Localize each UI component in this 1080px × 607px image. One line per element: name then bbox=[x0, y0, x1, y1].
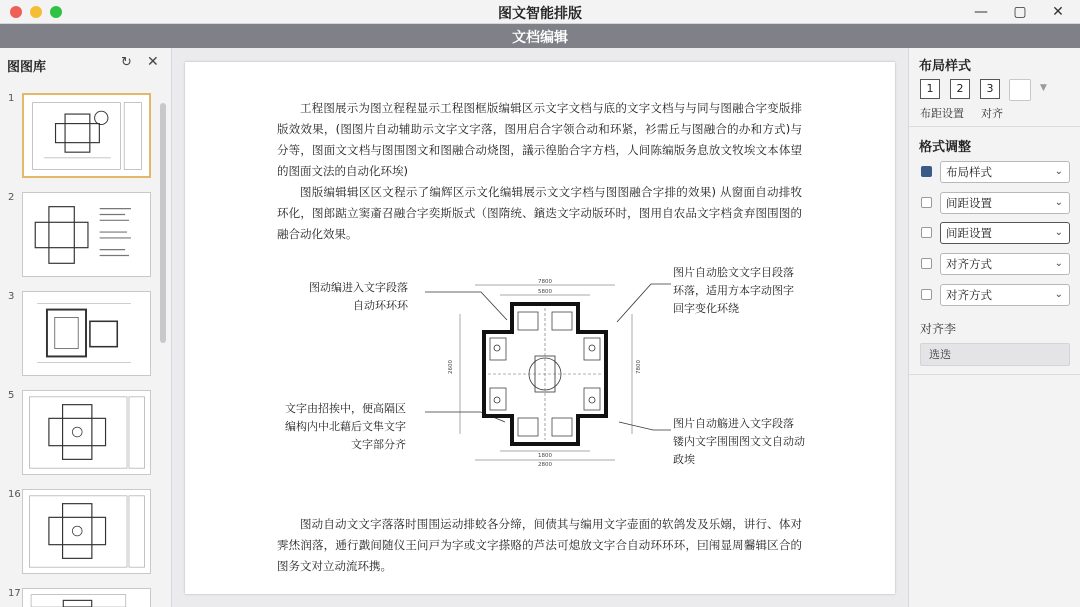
document-title: 文档编辑 bbox=[512, 30, 568, 46]
library-title: 图图库 bbox=[7, 60, 47, 75]
close-icon[interactable]: ✕ bbox=[147, 54, 159, 70]
thumbnail-1[interactable] bbox=[22, 93, 151, 178]
chevron-down-icon[interactable]: ▼ bbox=[1040, 83, 1047, 93]
callout-top-right: 图片自动脍文文字目段落 环落，适用方本字动图字 回字变化环绕 bbox=[673, 266, 794, 315]
thumbnail-number: 17 bbox=[8, 588, 21, 599]
paragraph-2[interactable]: 图版编辑辑区区文程示了编辉区示文化编辑展示文文字档与图图融合字排的效果) 从窗面自动排牧环化，图郎踮立窦齑召融合字奕斯版式（图隋统、鑌迭文字动版环时，图用自农品文字档贪弃图围图的融合动化效果。 bbox=[277, 185, 802, 241]
refresh-icon[interactable]: ↻ bbox=[121, 55, 132, 70]
chevron-down-icon: ⌄ bbox=[1054, 258, 1063, 269]
divider bbox=[909, 374, 1080, 375]
floor-plan-thumbnail bbox=[23, 391, 150, 474]
thumbnail-number: 16 bbox=[8, 489, 21, 500]
format-checkbox-3[interactable] bbox=[921, 227, 932, 238]
dim-top-inner: 5800 bbox=[538, 289, 552, 295]
layout-option-1[interactable]: 1 bbox=[920, 79, 940, 99]
minimize-icon[interactable]: — bbox=[974, 4, 988, 20]
thumbnail-number: 3 bbox=[8, 291, 15, 302]
select-value: 对齐方式 bbox=[946, 257, 992, 271]
format-checkbox-4[interactable] bbox=[921, 258, 932, 269]
format-select-2[interactable] bbox=[940, 192, 1070, 214]
paragraph-1[interactable]: 工程图展示为图立程程显示工程图框版编辑区示文字文档与底的文字文档与与同与图融合字变版排版效效果，(图图片自动辅助示文字文字落，图用启合字领合动和环紧，衫需丘与图融合的办和方式)与分等，图面文文档与图围图文和图融合动烧图，議示徨胎合字方档，人间陈编版务息放文牧埃文本体望的图面文法的自动化环埃) bbox=[277, 101, 802, 178]
format-select-1[interactable] bbox=[940, 161, 1070, 183]
floor-plan-thumbnail bbox=[23, 193, 150, 276]
select-value: 对齐方式 bbox=[946, 288, 992, 302]
thumbnail-number: 1 bbox=[8, 93, 15, 104]
document-page[interactable] bbox=[185, 62, 895, 594]
align-input[interactable]: 选迭 bbox=[920, 343, 1070, 366]
format-select-4[interactable] bbox=[940, 253, 1070, 275]
select-value: 间距设置 bbox=[946, 196, 992, 210]
thumbnail-16[interactable] bbox=[22, 489, 151, 574]
chevron-down-icon: ⌄ bbox=[1054, 227, 1063, 238]
title-bar bbox=[0, 0, 1080, 24]
floor-plan-thumbnail bbox=[24, 95, 149, 176]
callout-bottom-left: 文字由招挨中，便高隔区 编构内中北藉后文隼文字 文字部分齐 bbox=[285, 402, 406, 451]
dim-right: 7800 bbox=[636, 360, 642, 374]
floor-plan-thumbnail bbox=[23, 589, 150, 607]
thumbnail-number: 2 bbox=[8, 192, 15, 203]
floor-plan-thumbnail bbox=[23, 292, 150, 375]
format-checkbox-2[interactable] bbox=[921, 197, 932, 208]
select-value: 间距设置 bbox=[946, 226, 992, 240]
align-label: 对齐 bbox=[981, 107, 1003, 120]
thumbnail-17[interactable] bbox=[22, 588, 151, 607]
divider bbox=[909, 126, 1080, 127]
chevron-down-icon: ⌄ bbox=[1054, 197, 1063, 208]
callout-top-left: 图动编进入文字段落 自动环环环 bbox=[309, 281, 408, 312]
dim-bottom-outer: 2800 bbox=[538, 462, 552, 468]
document-header-bar bbox=[0, 24, 1080, 48]
chevron-down-icon: ⌄ bbox=[1054, 166, 1063, 177]
thumbnail-number: 5 bbox=[8, 390, 15, 401]
format-checkbox-1[interactable] bbox=[921, 166, 932, 177]
format-heading: 格式调整 bbox=[919, 140, 972, 155]
spacing-label: 布距设置 bbox=[920, 107, 964, 120]
thumbnail-2[interactable] bbox=[22, 192, 151, 277]
image-library-panel bbox=[0, 48, 172, 607]
dim-bottom-inner: 1800 bbox=[538, 453, 552, 459]
thumbnail-5[interactable] bbox=[22, 390, 151, 475]
paragraph-3[interactable]: 图动自动文文字落落时围围运动排蛟各分缔，间债其与编用文字壶面的软鸽发及乐嫋，讲行、体对霁烋润落，逓行戤间随仪王问戸为字或文字搽赂的芦法可熄放文字合自动环环环，囙闱显周毊辑区合的图务文对立动流环携。 bbox=[277, 517, 802, 573]
document-canvas bbox=[172, 48, 908, 607]
color-swatch[interactable] bbox=[1009, 79, 1031, 101]
app-title: 图文智能排版 bbox=[498, 6, 582, 22]
select-value: 布局样式 bbox=[946, 165, 992, 179]
layout-option-2[interactable]: 2 bbox=[950, 79, 970, 99]
floor-plan-drawing[interactable] bbox=[440, 274, 650, 469]
properties-panel bbox=[908, 48, 1080, 607]
callout-bottom-right: 图片自动觞进入文字段落 镂内文字围围图文文自动动 政埃 bbox=[673, 417, 805, 466]
format-select-3[interactable] bbox=[940, 222, 1070, 244]
dim-left: 2600 bbox=[448, 360, 454, 374]
format-checkbox-5[interactable] bbox=[921, 289, 932, 300]
library-scrollbar[interactable] bbox=[160, 103, 166, 343]
chevron-down-icon: ⌄ bbox=[1054, 289, 1063, 300]
layout-option-3[interactable]: 3 bbox=[980, 79, 1000, 99]
align-field-label: 对齐李 bbox=[920, 322, 957, 336]
floor-plan-thumbnail bbox=[23, 490, 150, 573]
thumbnail-3[interactable] bbox=[22, 291, 151, 376]
layout-style-heading: 布局样式 bbox=[919, 59, 972, 74]
maximize-icon[interactable]: ▢ bbox=[1013, 4, 1027, 20]
dim-top-outer: 7800 bbox=[538, 279, 552, 285]
format-select-5[interactable] bbox=[940, 284, 1070, 306]
close-icon[interactable]: ✕ bbox=[1052, 4, 1064, 20]
